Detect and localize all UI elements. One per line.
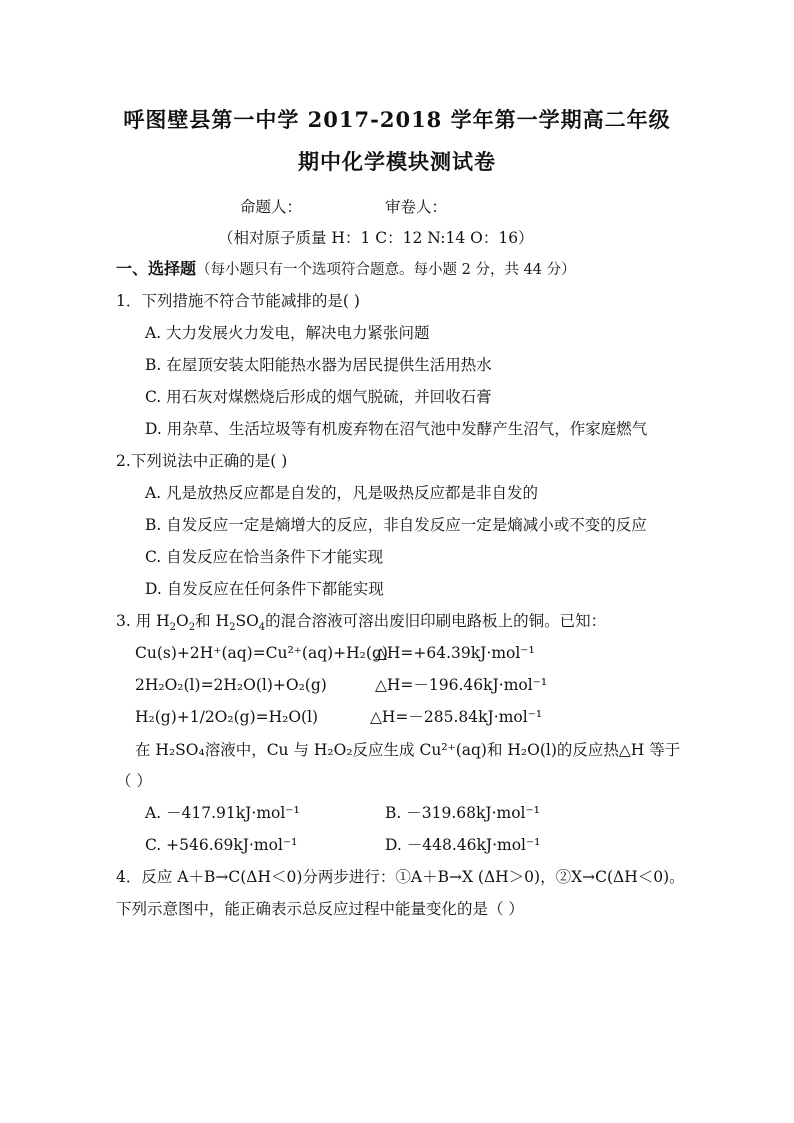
section-heading: 一、选择题 <box>116 259 197 278</box>
q3-option-c: C. +546.69kJ·mol⁻¹ <box>145 836 298 854</box>
section-note: （每小题只有一个选项符合题意。每小题 2 分，共 44 分） <box>196 262 576 278</box>
atomic-mass-note: （相对原子质量 H：1 C：12 N:14 O：16） <box>218 229 534 247</box>
q3-sub: 2 <box>169 622 177 634</box>
q1-stem: 1．下列措施不符合节能减排的是( ) <box>116 292 360 310</box>
q2-option-c: C. 自发反应在恰当条件下才能实现 <box>145 548 384 566</box>
q4-stem-line2: 下列示意图中，能正确表示总反应过程中能量变化的是（ ） <box>116 900 524 918</box>
q3-stem-part3: 和 H <box>195 612 230 630</box>
q3-enthalpy-3: △H=－285.84kJ·mol⁻¹ <box>370 708 543 726</box>
q3-option-d: D. －448.46kJ·mol⁻¹ <box>385 836 541 854</box>
q3-stem <box>116 611 607 634</box>
q3-enthalpy-2: △H=－196.46kJ·mol⁻¹ <box>375 676 548 694</box>
q3-stem-part1: 3. 用 H <box>116 612 170 630</box>
q3-stem-part2: O <box>176 612 189 630</box>
q3-sub: 4 <box>258 622 266 634</box>
q2-option-d: D. 自发反应在任何条件下都能实现 <box>145 580 384 598</box>
q3-question: 在 H₂SO₄溶液中，Cu 与 H₂O₂反应生成 Cu²⁺(aq)和 H₂O(l)的反应热△H 等于 <box>135 741 681 759</box>
q2-option-b: B. 自发反应一定是熵增大的反应，非自发反应一定是熵减小或不变的反应 <box>145 516 647 534</box>
q3-enthalpy-1: △H=+64.39kJ·mol⁻¹ <box>375 644 535 662</box>
q1-option-a: A. 大力发展火力发电，解决电力紧张问题 <box>145 324 430 342</box>
q3-sub: 2 <box>229 622 236 634</box>
q3-equation-1: Cu(s)+2H⁺(aq)=Cu²⁺(aq)+H₂(g) <box>135 644 388 662</box>
exam-title-line1: 呼图壁县第一中学 2017-2018 学年第一学期高二年级 <box>123 107 671 132</box>
q3-sub: 2 <box>188 622 196 634</box>
q3-equation-3: H₂(g)+1/2O₂(g)=H₂O(l) <box>135 708 319 726</box>
q2-option-a: A. 凡是放热反应都是自发的，凡是吸热反应都是非自发的 <box>145 484 539 502</box>
q1-option-c: C. 用石灰对煤燃烧后形成的烟气脱硫，并回收石膏 <box>145 388 492 406</box>
q1-option-b: B. 在屋顶安装太阳能热水器为居民提供生活用热水 <box>145 356 492 374</box>
exam-title-line2: 期中化学模块测试卷 <box>298 149 496 174</box>
author-label: 命题人： <box>240 198 303 216</box>
q3-option-a: A. －417.91kJ·mol⁻¹ <box>145 804 300 822</box>
q3-equation-2: 2H₂O₂(l)=2H₂O(l)+O₂(g) <box>135 676 327 694</box>
q3-stem-part4: SO <box>235 612 259 630</box>
q3-option-b: B. －319.68kJ·mol⁻¹ <box>385 804 540 822</box>
q4-stem-line1: 4．反应 A＋B→C(ΔH＜0)分两步进行：①A＋B→X (ΔH＞0)，②X→C(ΔH＜0)。 <box>116 868 685 886</box>
q3-stem-part5: 的混合溶液可溶出废旧印刷电路板上的铜。已知： <box>265 612 607 630</box>
q1-option-d: D. 用杂草、生活垃圾等有机废弃物在沼气池中发酵产生沼气，作家庭燃气 <box>145 420 648 438</box>
section-heading-row <box>116 259 576 280</box>
q2-stem: 2.下列说法中正确的是( ) <box>116 452 288 470</box>
q3-answer-paren: （ ） <box>116 772 152 790</box>
reviewer-label: 审卷人： <box>385 198 448 216</box>
